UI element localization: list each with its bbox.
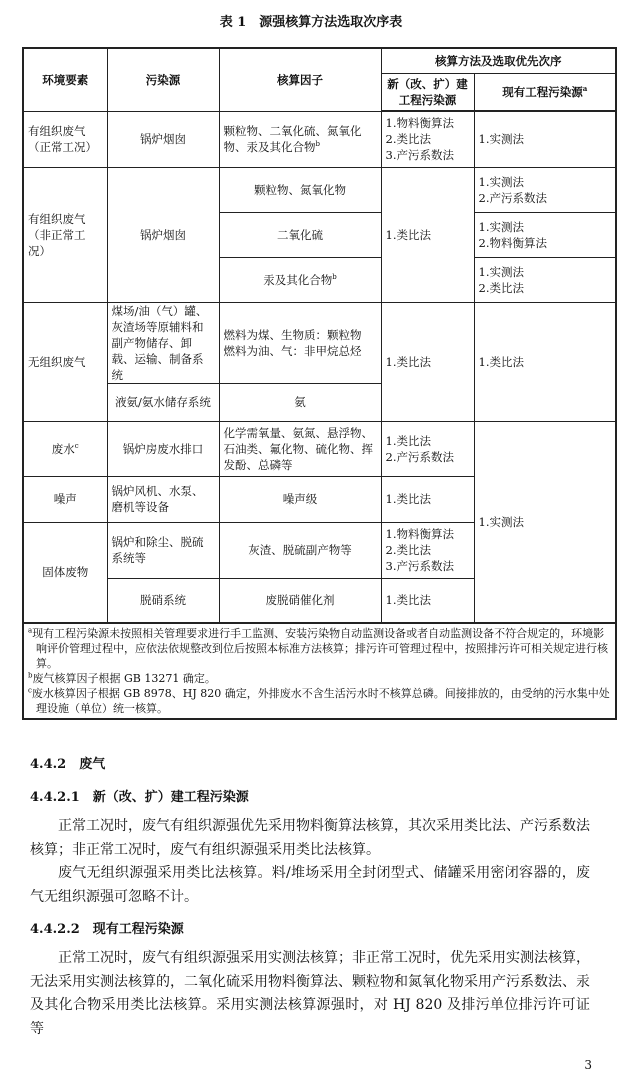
header-new: 新（改、扩）建工程污染源 — [381, 73, 474, 111]
cell-source: 脱硝系统 — [107, 578, 219, 623]
cell-factor: 汞及其化合物$^b$ — [219, 257, 381, 302]
section-heading-4-4-2-2: 4.4.2.2 现有工程污染源 — [30, 922, 184, 937]
header-factor: 核算因子 — [219, 48, 381, 111]
cell-factor: 氨 — [219, 383, 381, 421]
cell-source: 锅炉风机、水泵、磨机等设备 — [107, 476, 219, 522]
paragraph: 废气无组织源强采用类比法核算。料/堆场采用全封闭型式、储罐采用密闭容器的，废气无组织源强可忽略不计。 — [30, 865, 590, 905]
cell-existing: 1.实测法 2.类比法 — [474, 257, 616, 302]
cell-factor: 灰渣、脱硫副产物等 — [219, 522, 381, 578]
cell-new: 1.类比法 — [381, 578, 474, 623]
section-heading-4-4-2: 4.4.2 废气 — [30, 757, 106, 772]
cell-factor: 燃料为煤、生物质：颗粒物 燃料为油、气：非甲烷总烃 — [219, 302, 381, 383]
cell-factor: 颗粒物、氮氧化物 — [219, 167, 381, 212]
cell-element: 噪声 — [23, 476, 107, 522]
cell-source: 煤场/油（气）罐、灰渣场等原辅料和副产物储存、卸载、运输、制备系统 — [107, 302, 219, 383]
paragraph: 正常工况时，废气有组织源强采用实测法核算；非正常工况时，优先采用实测法核算，无法采用实测法核算的，二氧化硫采用物料衡算法、颗粒物和氮氧化物采用产污系数法、汞及其化合物采用类比法核算。采用实测法核算源强时，对 HJ 820 及排污单位排污许可证等 — [30, 950, 590, 1037]
cell-existing: 1.实测法 2.物料衡算法 — [474, 212, 616, 257]
section-heading-4-4-2-1: 4.4.2.1 新（改、扩）建工程污染源 — [30, 790, 249, 805]
cell-element: 废水$^c$ — [23, 421, 107, 476]
cell-element: 固体废物 — [23, 522, 107, 623]
cell-source: 锅炉房废水排口 — [107, 421, 219, 476]
cell-new: 1.类比法 2.产污系数法 — [381, 421, 474, 476]
cell-factor: 噪声级 — [219, 476, 381, 522]
source-method-table — [22, 47, 617, 720]
cell-new: 1.物料衡算法 2.类比法 3.产污系数法 — [381, 111, 474, 167]
header-method: 核算方法及选取优先次序 — [381, 48, 616, 73]
cell-new: 1.类比法 — [381, 302, 474, 421]
cell-existing: 1.实测法 — [474, 421, 616, 623]
cell-new: 1.物料衡算法 2.类比法 3.产污系数法 — [381, 522, 474, 578]
footnote-c: $^c$废水核算因子根据 GB 8978、HJ 820 确定，外排废水不含生活污水时不核算总磷。间接排放的，由受纳的污水集中处理设施（单位）统一核算。 — [28, 686, 610, 715]
cell-factor: 化学需氧量、氨氮、悬浮物、石油类、氟化物、硫化物、挥发酚、总磷等 — [219, 421, 381, 476]
cell-factor: 颗粒物、二氧化硫、氮氧化物、汞及其化合物$^b$ — [219, 111, 381, 167]
cell-source: 锅炉烟囱 — [107, 167, 219, 302]
cell-source: 锅炉烟囱 — [107, 111, 219, 167]
cell-source: 液氨/氨水储存系统 — [107, 383, 219, 421]
cell-new: 1.类比法 — [381, 167, 474, 302]
cell-source: 锅炉和除尘、脱硫系统等 — [107, 522, 219, 578]
cell-existing: 1.类比法 — [474, 302, 616, 421]
header-existing: 现有工程污染源$^a$ — [474, 73, 616, 111]
cell-element: 有组织废气（正常工况） — [23, 111, 107, 167]
cell-factor: 废脱硝催化剂 — [219, 578, 381, 623]
table-footnotes — [23, 623, 616, 719]
table-title: 表 1 源强核算方法选取次序表 — [219, 15, 403, 30]
cell-element: 有组织废气（非正常工况） — [23, 167, 107, 302]
cell-existing: 1.实测法 2.产污系数法 — [474, 167, 616, 212]
page-number: 3 — [584, 1058, 592, 1072]
cell-factor: 二氧化硫 — [219, 212, 381, 257]
footnote-b: $^b$废气核算因子根据 GB 13271 确定。 — [28, 671, 216, 685]
footnote-a: $^a$现有工程污染源未按照相关管理要求进行手工监测、安装污染物自动监测设备或者自动监测设备不符合规定的，环境影响评价管理过程中，应依法依规整改到位后按照本标准方法核算；排污许可管理过程中，按照排污许可相关规定进行核算。 — [28, 626, 608, 670]
cell-existing: 1.实测法 — [474, 111, 616, 167]
cell-element: 无组织废气 — [23, 302, 107, 421]
paragraph: 正常工况时，废气有组织源强优先采用物料衡算法核算，其次采用类比法、产污系数法核算；非正常工况时，废气有组织源强采用类比法核算。 — [30, 818, 590, 858]
header-element: 环境要素 — [23, 48, 107, 111]
cell-new: 1.类比法 — [381, 476, 474, 522]
header-source: 污染源 — [107, 48, 219, 111]
